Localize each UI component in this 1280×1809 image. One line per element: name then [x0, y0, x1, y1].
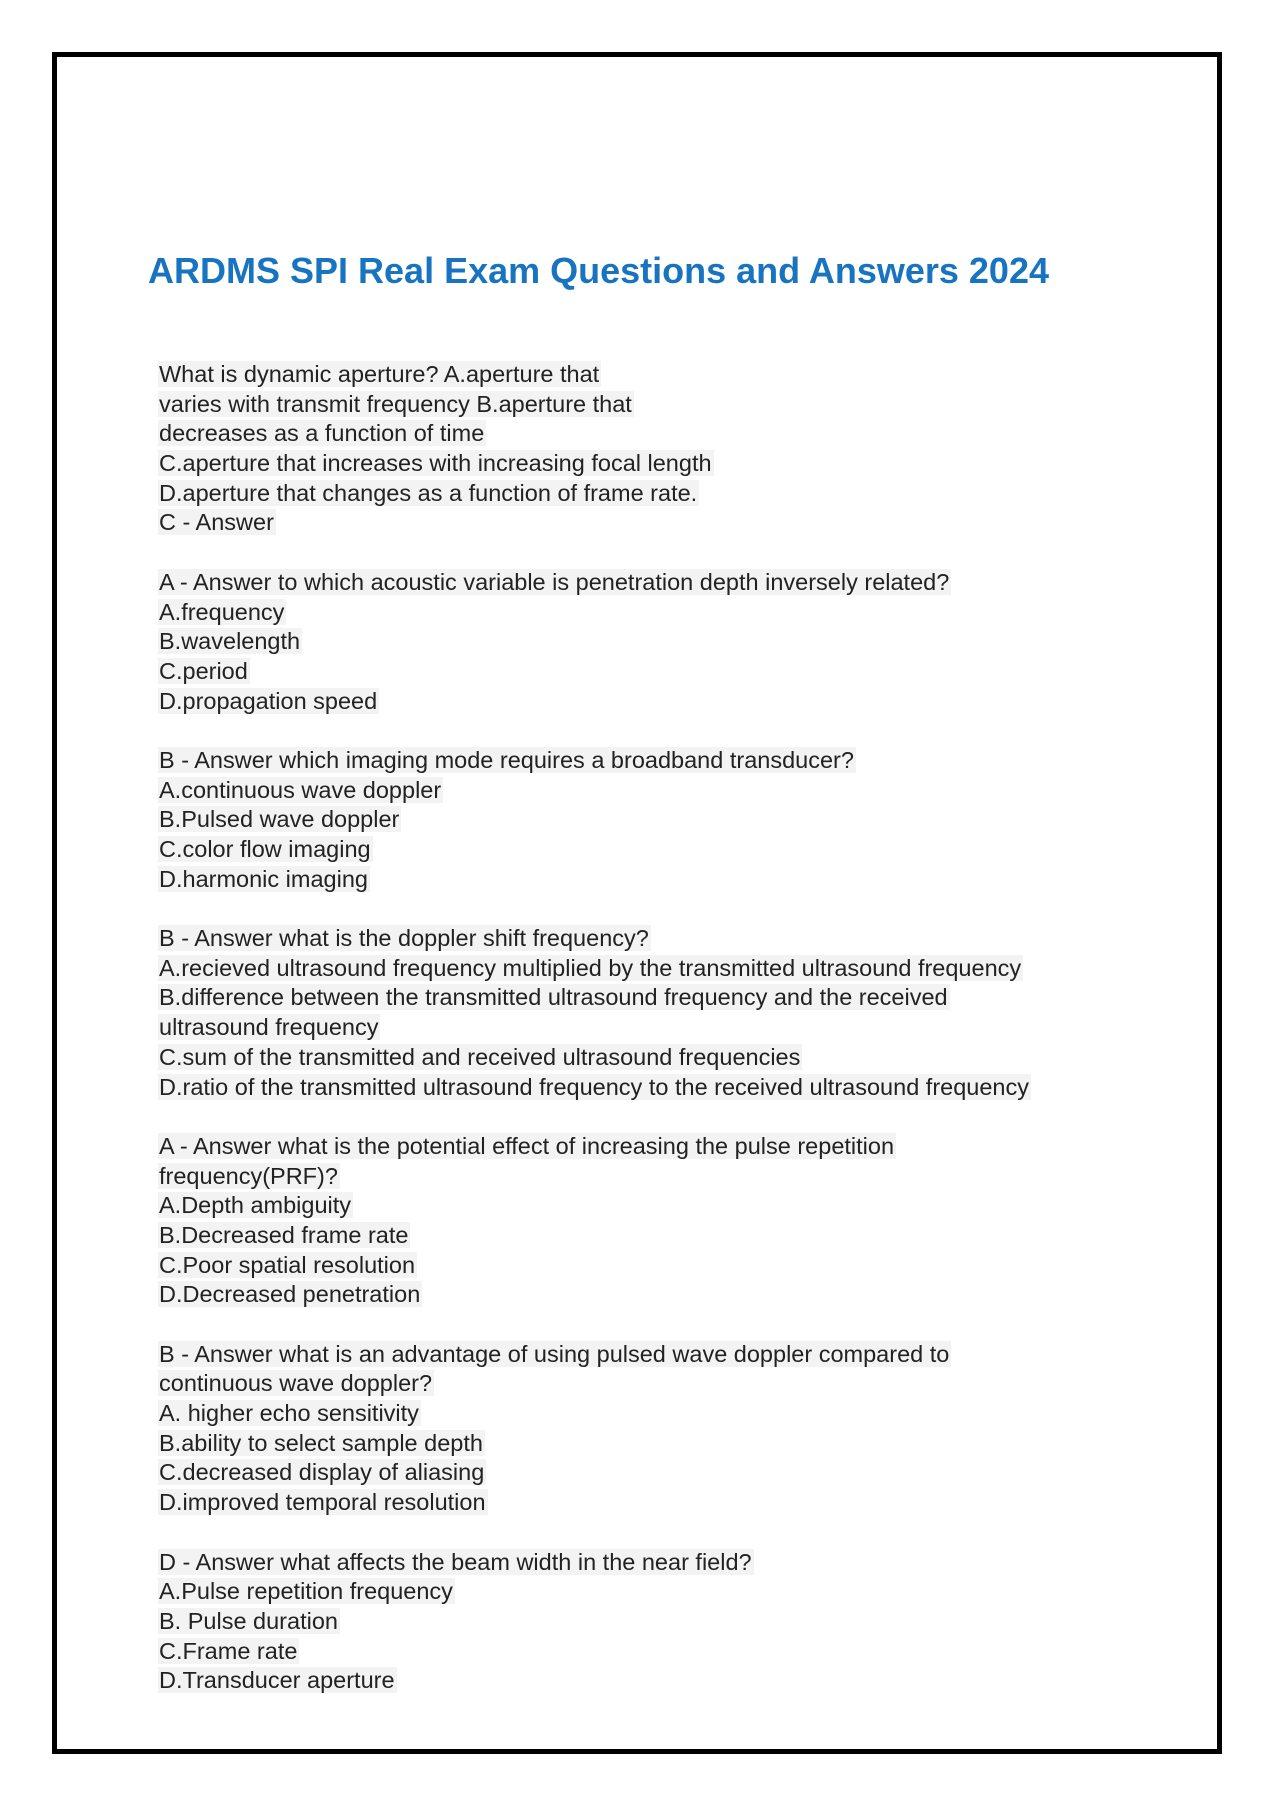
text-line: B.ability to select sample depth: [159, 1429, 483, 1456]
text-line: B.wavelength: [159, 628, 301, 655]
text-line-row: [158, 983, 1178, 1013]
text-line: B.Decreased frame rate: [159, 1221, 409, 1248]
text-line-row: [158, 746, 1178, 776]
text-line-row: [158, 449, 1178, 479]
text-line: decreases as a function of time: [159, 420, 485, 447]
text-line-row: [158, 627, 1178, 657]
text-line-row: [158, 1429, 1178, 1459]
text-line: varies with transmit frequency B.aperture that: [159, 390, 632, 417]
text-line: C.color flow imaging: [159, 836, 371, 862]
text-line: D - Answer what affects the beam width in the near field?: [159, 1548, 752, 1575]
text-line-row: [158, 1280, 1178, 1310]
text-line-row: [158, 1399, 1178, 1429]
text-line-row: [158, 687, 1178, 717]
text-line-row: [158, 1132, 1178, 1162]
text-line-row: [158, 598, 1178, 628]
text-line: B - Answer what is the doppler shift frequency?: [159, 925, 649, 952]
text-line-row: [158, 360, 1178, 390]
qa-block: [158, 360, 1178, 538]
text-line-row: [158, 1458, 1178, 1488]
text-line: C.sum of the transmitted and received ultrasound frequencies: [159, 1043, 801, 1070]
text-line-row: [158, 568, 1178, 598]
text-line-row: [158, 835, 1178, 865]
text-line: C.decreased display of aliasing: [159, 1459, 485, 1486]
text-line: B.difference between the transmitted ultrasound frequency and the received: [159, 984, 948, 1011]
text-line: B.Pulsed wave doppler: [159, 806, 400, 833]
text-line: A. higher echo sensitivity: [159, 1400, 419, 1427]
text-line: B - Answer what is an advantage of using pulsed wave doppler compared to: [159, 1340, 950, 1367]
text-line: C.period: [159, 657, 248, 684]
text-line: A.Depth ambiguity: [159, 1192, 352, 1219]
text-line: D.Decreased penetration: [159, 1281, 421, 1308]
text-line-row: [158, 1548, 1178, 1578]
page-frame: [52, 52, 1222, 1754]
text-line-row: [158, 805, 1178, 835]
text-line-row: [158, 657, 1178, 687]
text-line-row: [158, 1073, 1178, 1103]
qa-block: [158, 1132, 1178, 1310]
text-line-row: [158, 508, 1178, 538]
text-line: C - Answer: [159, 509, 274, 536]
text-line-row: [158, 419, 1178, 449]
text-line: B. Pulse duration: [159, 1607, 338, 1634]
text-line-row: [158, 865, 1178, 895]
text-line: What is dynamic aperture? A.aperture that: [159, 361, 600, 387]
text-line-row: [158, 1577, 1178, 1607]
text-line: D.ratio of the transmitted ultrasound frequency to the received ultrasound frequency: [159, 1073, 1029, 1100]
text-line-row: [158, 1191, 1178, 1221]
document-title: ARDMS SPI Real Exam Questions and Answers 2024: [148, 250, 1049, 291]
text-line: A - Answer what is the potential effect of increasing the pulse repetition: [159, 1132, 895, 1159]
text-line: C.Poor spatial resolution: [159, 1251, 416, 1278]
text-line-row: [158, 1251, 1178, 1281]
text-line: A.frequency: [159, 598, 285, 625]
text-line: C.aperture that increases with increasing focal length: [159, 450, 712, 477]
qa-block: [158, 1340, 1178, 1518]
text-line-row: [158, 1637, 1178, 1667]
text-line-row: [158, 776, 1178, 806]
text-line: D.harmonic imaging: [159, 865, 368, 892]
text-line-row: [158, 954, 1178, 984]
text-line: D.propagation speed: [159, 687, 378, 714]
text-line: ultrasound frequency: [159, 1014, 379, 1041]
qa-block: [158, 568, 1178, 716]
text-line-row: [158, 1221, 1178, 1251]
text-line-row: [158, 1013, 1178, 1043]
text-line-row: [158, 1369, 1178, 1399]
text-line-row: [158, 1043, 1178, 1073]
text-line: B - Answer which imaging mode requires a broadband transducer?: [159, 746, 854, 773]
text-line-row: [158, 479, 1178, 509]
text-line: A - Answer to which acoustic variable is penetration depth inversely related?: [159, 568, 950, 595]
qa-block: [158, 1548, 1178, 1696]
text-line-row: [158, 1666, 1178, 1696]
text-line-row: [158, 924, 1178, 954]
text-line: A.continuous wave doppler: [159, 776, 442, 803]
text-line: C.Frame rate: [159, 1637, 298, 1664]
qa-block: [158, 746, 1178, 894]
text-line: D.aperture that changes as a function of frame rate.: [159, 479, 698, 506]
text-line-row: [158, 1607, 1178, 1637]
text-line-row: [158, 1488, 1178, 1518]
text-line: A.Pulse repetition frequency: [159, 1578, 453, 1605]
qa-list: [158, 360, 1178, 1726]
text-line-row: [158, 1162, 1178, 1192]
qa-block: [158, 924, 1178, 1102]
text-line: frequency(PRF)?: [159, 1162, 338, 1189]
text-line: A.recieved ultrasound frequency multiplied by the transmitted ultrasound frequency: [159, 954, 1022, 981]
text-line-row: [158, 390, 1178, 420]
text-line-row: [158, 1340, 1178, 1370]
text-line: D.improved temporal resolution: [159, 1489, 486, 1516]
text-line: D.Transducer aperture: [159, 1667, 395, 1694]
text-line: continuous wave doppler?: [159, 1370, 433, 1397]
